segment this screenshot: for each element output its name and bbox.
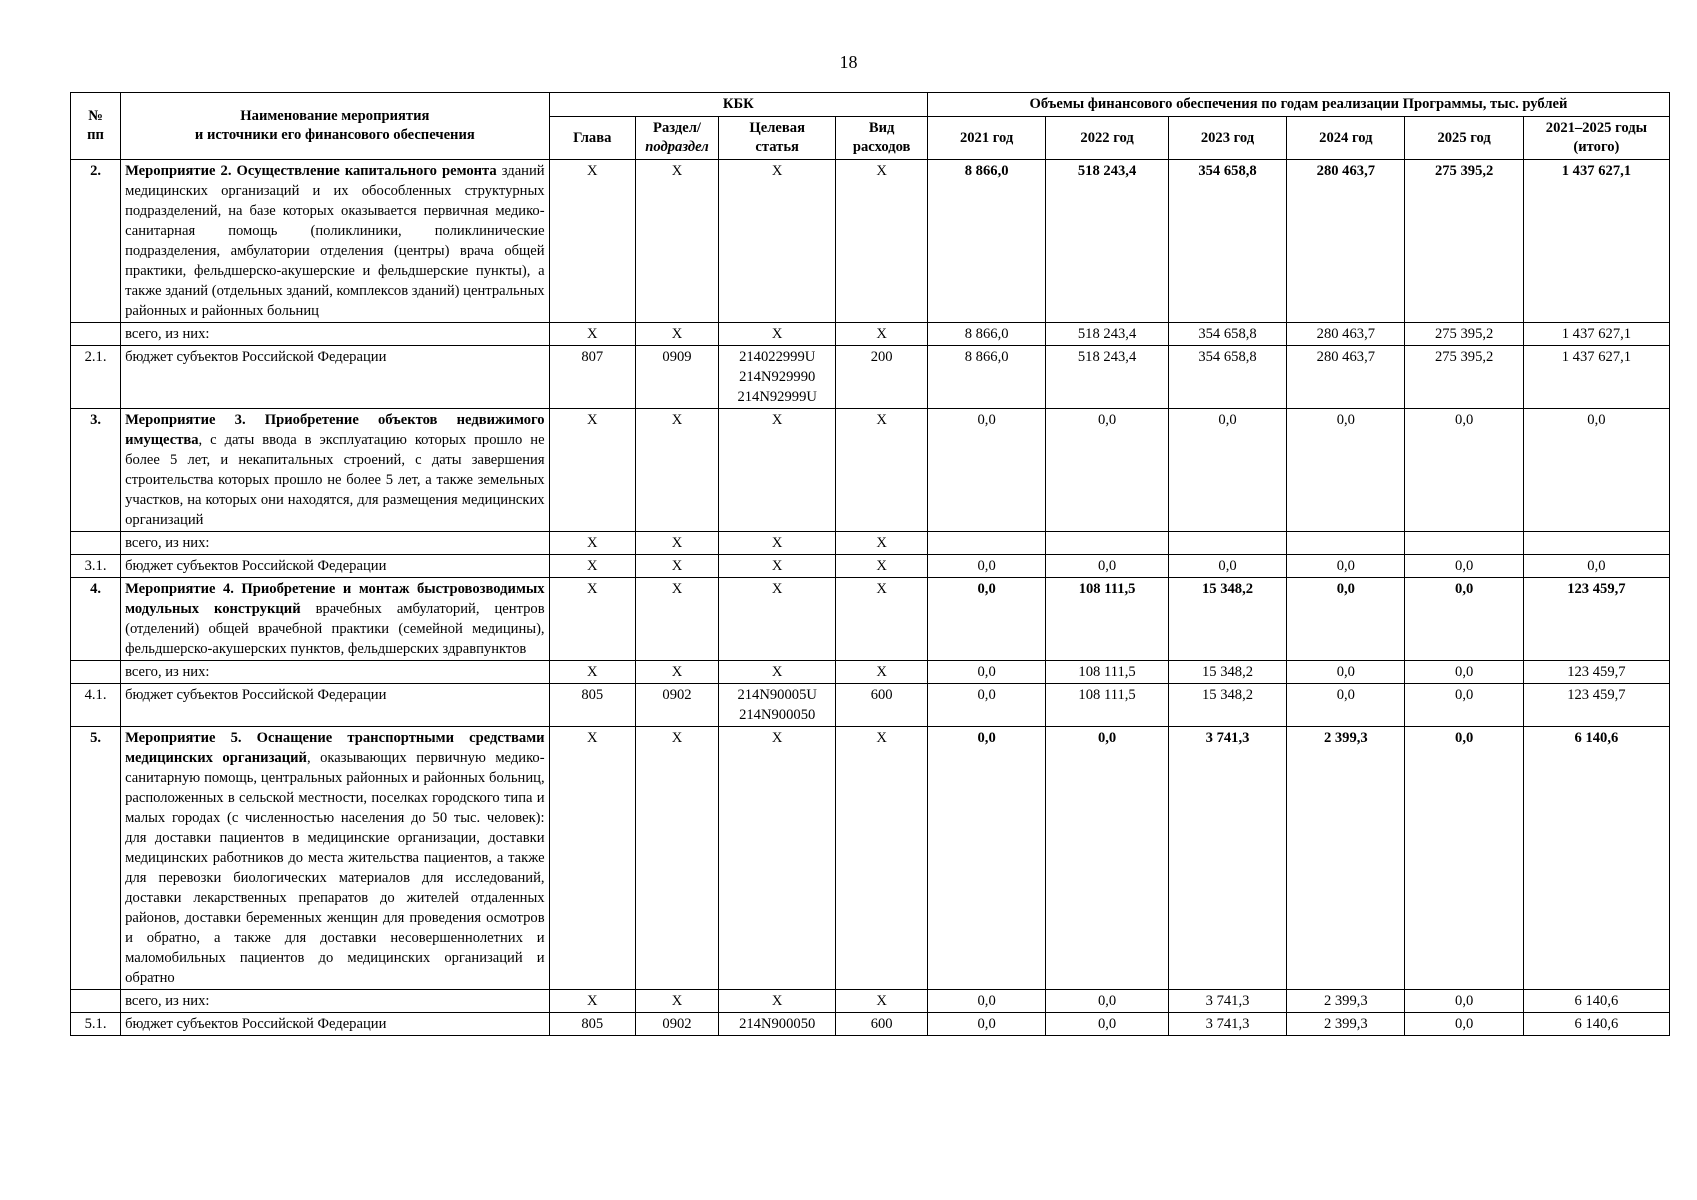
cell-razdel: X (635, 532, 718, 555)
row-name: бюджет субъектов Российской Федерации (121, 1013, 550, 1036)
cell-2024 (1287, 532, 1405, 555)
row-name: бюджет субъектов Российской Федерации (121, 684, 550, 727)
header-celevaya: Целевая статья (719, 117, 836, 160)
cell-celevaya: 214N900050 (719, 1013, 836, 1036)
header-row-1 (71, 93, 1670, 117)
table-row-total (71, 532, 1670, 555)
table-row-budget (71, 1013, 1670, 1036)
cell-2023: 0,0 (1168, 409, 1286, 532)
cell-total: 0,0 (1523, 409, 1669, 532)
cell-2023: 0,0 (1168, 555, 1286, 578)
cell-2024: 0,0 (1287, 555, 1405, 578)
cell-2023: 354 658,8 (1168, 160, 1286, 323)
cell-2024: 2 399,3 (1287, 727, 1405, 990)
header-total: 2021–2025 годы (итого) (1523, 117, 1669, 160)
cell-razdel: 0902 (635, 684, 718, 727)
header-2021: 2021 год (927, 117, 1045, 160)
cell-2025: 0,0 (1405, 578, 1523, 661)
cell-2021: 8 866,0 (927, 323, 1045, 346)
cell-2023: 354 658,8 (1168, 346, 1286, 409)
cell-total: 1 437 627,1 (1523, 346, 1669, 409)
cell-2025: 275 395,2 (1405, 160, 1523, 323)
cell-celevaya: 214N90005U 214N900050 (719, 684, 836, 727)
table-row-activity-4 (71, 578, 1670, 661)
row-name: Мероприятие 3. Приобретение объектов недвижимого имущества, с даты ввода в эксплуатацию которых прошло не более 5 лет, и некапитальных строений, с даты завершения строительства которых прошло не более 5 лет, а также земельных участков, на которых они находятся, для размещения медицинских организаций (121, 409, 550, 532)
cell-2023: 15 348,2 (1168, 684, 1286, 727)
cell-vid: X (836, 532, 928, 555)
cell-vid: X (836, 661, 928, 684)
row-num: 2. (71, 160, 121, 323)
cell-glava: X (549, 160, 635, 323)
cell-2025: 0,0 (1405, 684, 1523, 727)
cell-glava: X (549, 409, 635, 532)
row-num: 3. (71, 409, 121, 532)
cell-2025: 0,0 (1405, 409, 1523, 532)
table-row-budget (71, 555, 1670, 578)
cell-celevaya: X (719, 160, 836, 323)
table-row-budget (71, 346, 1670, 409)
cell-razdel: X (635, 727, 718, 990)
cell-razdel: X (635, 555, 718, 578)
cell-vid: X (836, 990, 928, 1013)
row-num (71, 990, 121, 1013)
row-num: 3.1. (71, 555, 121, 578)
cell-2022: 108 111,5 (1046, 578, 1169, 661)
cell-2021: 0,0 (927, 661, 1045, 684)
cell-vid: 600 (836, 684, 928, 727)
cell-glava: 805 (549, 1013, 635, 1036)
cell-2021: 8 866,0 (927, 346, 1045, 409)
cell-2025: 0,0 (1405, 1013, 1523, 1036)
cell-2024: 2 399,3 (1287, 990, 1405, 1013)
header-2022: 2022 год (1046, 117, 1169, 160)
row-name: Мероприятие 2. Осуществление капитального ремонта зданий медицинских организаций и их обособленных структурных подразделений, на базе которых оказывается первичная медико-санитарная помощь (поликлиники, поликлинические подразделения, амбулатории отделения (центры) врача общей практики, фельдшерско-акушерские и фельдшерские пункты), а также зданий (отдельных зданий, комплексов зданий) центральных районных и районных больниц (121, 160, 550, 323)
cell-total: 0,0 (1523, 555, 1669, 578)
header-razdel: Раздел/ подраздел (635, 117, 718, 160)
table-row-total (71, 323, 1670, 346)
cell-total: 6 140,6 (1523, 1013, 1669, 1036)
cell-2022: 0,0 (1046, 990, 1169, 1013)
row-name: бюджет субъектов Российской Федерации (121, 555, 550, 578)
cell-2023: 3 741,3 (1168, 1013, 1286, 1036)
cell-2024: 280 463,7 (1287, 323, 1405, 346)
header-volumes: Объемы финансового обеспечения по годам реализации Программы, тыс. рублей (927, 93, 1669, 117)
cell-vid: X (836, 409, 928, 532)
row-num (71, 323, 121, 346)
cell-vid: X (836, 323, 928, 346)
cell-2025: 0,0 (1405, 727, 1523, 990)
cell-celevaya: X (719, 323, 836, 346)
table-row-activity-2 (71, 160, 1670, 323)
row-num: 4.1. (71, 684, 121, 727)
cell-2021: 8 866,0 (927, 160, 1045, 323)
cell-vid: 200 (836, 346, 928, 409)
table-row-activity-5 (71, 727, 1670, 990)
row-name: всего, из них: (121, 532, 550, 555)
cell-2021: 0,0 (927, 578, 1045, 661)
cell-total: 123 459,7 (1523, 578, 1669, 661)
financing-table (70, 92, 1670, 1036)
header-name: Наименование мероприятия и источники его финансового обеспечения (121, 93, 550, 160)
cell-2021 (927, 532, 1045, 555)
cell-2021: 0,0 (927, 555, 1045, 578)
cell-2022: 0,0 (1046, 1013, 1169, 1036)
cell-2024: 0,0 (1287, 661, 1405, 684)
cell-total: 123 459,7 (1523, 684, 1669, 727)
cell-2025 (1405, 532, 1523, 555)
cell-2021: 0,0 (927, 1013, 1045, 1036)
cell-celevaya: X (719, 661, 836, 684)
cell-2024: 2 399,3 (1287, 1013, 1405, 1036)
row-num: 5.1. (71, 1013, 121, 1036)
cell-celevaya: X (719, 578, 836, 661)
cell-2023: 3 741,3 (1168, 990, 1286, 1013)
cell-total (1523, 532, 1669, 555)
cell-2022: 518 243,4 (1046, 323, 1169, 346)
cell-celevaya: X (719, 990, 836, 1013)
cell-total: 123 459,7 (1523, 661, 1669, 684)
cell-2024: 280 463,7 (1287, 346, 1405, 409)
cell-total: 6 140,6 (1523, 727, 1669, 990)
row-name: Мероприятие 5. Оснащение транспортными средствами медицинских организаций, оказывающих первичную медико-санитарную помощь, центральных районных и районных больниц, расположенных в сельской местности, поселках городского типа и малых городах (с численностью населения до 50 тыс. человек): для доставки пациентов в медицинские организации, доставки медицинских работников до места жительства пациентов, а также для перевозки биологических материалов для исследований, доставки лекарственных препаратов до жителей отдаленных районов, доставки беременных женщин для проведения осмотров и обратно, а также для доставки несовершеннолетних и маломобильных пациентов до медицинских организаций и обратно (121, 727, 550, 990)
header-2023: 2023 год (1168, 117, 1286, 160)
header-2025: 2025 год (1405, 117, 1523, 160)
cell-razdel: 0902 (635, 1013, 718, 1036)
header-vid: Вид расходов (836, 117, 928, 160)
table-row-total (71, 661, 1670, 684)
cell-razdel: 0909 (635, 346, 718, 409)
cell-2025: 0,0 (1405, 661, 1523, 684)
cell-total: 6 140,6 (1523, 990, 1669, 1013)
cell-razdel: X (635, 323, 718, 346)
cell-2023: 15 348,2 (1168, 661, 1286, 684)
cell-vid: X (836, 578, 928, 661)
cell-glava: X (549, 555, 635, 578)
row-num: 5. (71, 727, 121, 990)
cell-celevaya: X (719, 409, 836, 532)
cell-2023: 354 658,8 (1168, 323, 1286, 346)
cell-2021: 0,0 (927, 684, 1045, 727)
cell-2024: 0,0 (1287, 578, 1405, 661)
cell-2021: 0,0 (927, 727, 1045, 990)
header-2024: 2024 год (1287, 117, 1405, 160)
row-name: всего, из них: (121, 323, 550, 346)
row-name: Мероприятие 4. Приобретение и монтаж быстровозводимых модульных конструкций врачебных амбулаторий, центров (отделений) общей врачебной практики (семейной медицины), фельдшерско-акушерских пунктов, фельдшерских здравпунктов (121, 578, 550, 661)
cell-2022: 108 111,5 (1046, 661, 1169, 684)
cell-vid: X (836, 555, 928, 578)
cell-2022: 0,0 (1046, 555, 1169, 578)
row-name: бюджет субъектов Российской Федерации (121, 346, 550, 409)
cell-2022: 108 111,5 (1046, 684, 1169, 727)
header-glava: Глава (549, 117, 635, 160)
cell-glava: X (549, 727, 635, 990)
cell-razdel: X (635, 990, 718, 1013)
cell-glava: X (549, 323, 635, 346)
cell-2022: 518 243,4 (1046, 160, 1169, 323)
cell-2025: 0,0 (1405, 990, 1523, 1013)
row-name: всего, из них: (121, 990, 550, 1013)
cell-celevaya: 214022999U 214N929990 214N92999U (719, 346, 836, 409)
row-num: 2.1. (71, 346, 121, 409)
cell-2023: 3 741,3 (1168, 727, 1286, 990)
cell-celevaya: X (719, 532, 836, 555)
cell-vid: X (836, 727, 928, 990)
cell-2021: 0,0 (927, 990, 1045, 1013)
cell-2023 (1168, 532, 1286, 555)
cell-glava: X (549, 578, 635, 661)
cell-2022: 518 243,4 (1046, 346, 1169, 409)
cell-glava: 805 (549, 684, 635, 727)
page-number: 18 (839, 52, 858, 72)
cell-celevaya: X (719, 727, 836, 990)
cell-2025: 275 395,2 (1405, 346, 1523, 409)
cell-total: 1 437 627,1 (1523, 323, 1669, 346)
cell-glava: X (549, 532, 635, 555)
cell-glava: X (549, 990, 635, 1013)
header-kbk: КБК (549, 93, 927, 117)
cell-2023: 15 348,2 (1168, 578, 1286, 661)
cell-glava: X (549, 661, 635, 684)
cell-2024: 0,0 (1287, 684, 1405, 727)
cell-2025: 275 395,2 (1405, 323, 1523, 346)
cell-razdel: X (635, 409, 718, 532)
cell-2024: 280 463,7 (1287, 160, 1405, 323)
cell-razdel: X (635, 578, 718, 661)
table-row-activity-3 (71, 409, 1670, 532)
cell-vid: X (836, 160, 928, 323)
cell-2022: 0,0 (1046, 409, 1169, 532)
cell-vid: 600 (836, 1013, 928, 1036)
table-row-budget (71, 684, 1670, 727)
cell-2024: 0,0 (1287, 409, 1405, 532)
cell-2025: 0,0 (1405, 555, 1523, 578)
table-row-total (71, 990, 1670, 1013)
header-num: № пп (71, 93, 121, 160)
cell-total: 1 437 627,1 (1523, 160, 1669, 323)
cell-razdel: X (635, 661, 718, 684)
cell-glava: 807 (549, 346, 635, 409)
row-num (71, 532, 121, 555)
cell-2021: 0,0 (927, 409, 1045, 532)
row-num: 4. (71, 578, 121, 661)
cell-2022 (1046, 532, 1169, 555)
cell-celevaya: X (719, 555, 836, 578)
cell-razdel: X (635, 160, 718, 323)
row-num (71, 661, 121, 684)
row-name: всего, из них: (121, 661, 550, 684)
cell-2022: 0,0 (1046, 727, 1169, 990)
